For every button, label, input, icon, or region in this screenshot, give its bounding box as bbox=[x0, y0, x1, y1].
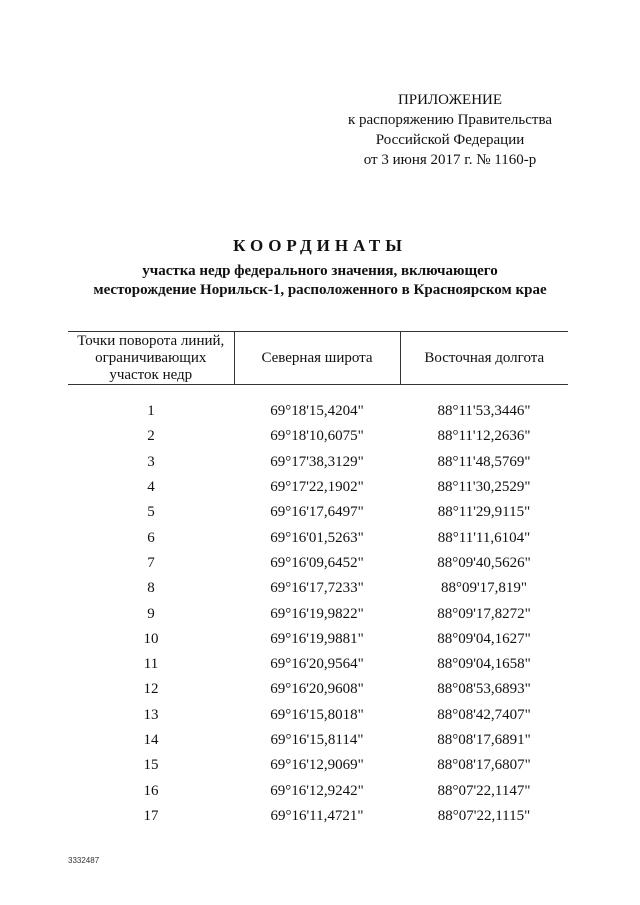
appendix-order-line: к распоряжению Правительства bbox=[347, 112, 552, 128]
point-number-cell: 9 bbox=[147, 605, 155, 622]
table-header-row bbox=[68, 332, 568, 385]
latitude-cell: 69°18'10,6075" bbox=[270, 428, 364, 445]
table-row bbox=[68, 677, 568, 702]
longitude-cell: 88°08'17,6807" bbox=[437, 757, 531, 774]
table-row bbox=[68, 500, 568, 525]
longitude-cell: 88°09'40,5626" bbox=[437, 554, 531, 571]
subtitle-line-1: участка недр федерального значения, включающего bbox=[142, 263, 498, 279]
point-number-cell: 13 bbox=[143, 706, 159, 723]
latitude-cell: 69°16'15,8018" bbox=[270, 706, 364, 723]
longitude-cell: 88°11'48,5769" bbox=[437, 453, 531, 470]
point-number-cell: 15 bbox=[143, 757, 159, 774]
header-points-line-2: ограничивающих bbox=[95, 349, 207, 366]
longitude-cell: 88°09'17,819" bbox=[440, 580, 528, 597]
point-number-cell: 8 bbox=[147, 580, 155, 597]
longitude-cell: 88°09'17,8272" bbox=[437, 605, 531, 622]
latitude-cell: 69°17'22,1902" bbox=[270, 479, 364, 496]
table-row bbox=[68, 804, 568, 829]
header-longitude: Восточная долгота bbox=[400, 332, 568, 385]
table-row bbox=[68, 627, 568, 652]
table-row bbox=[68, 703, 568, 728]
latitude-cell: 69°16'19,9822" bbox=[270, 605, 364, 622]
longitude-cell: 88°09'04,1627" bbox=[437, 630, 531, 647]
header-points-line-3: участок недр bbox=[109, 366, 193, 383]
latitude-cell: 69°16'17,7233" bbox=[270, 580, 364, 597]
appendix-government-line: Российской Федерации bbox=[375, 132, 525, 148]
point-number-cell: 4 bbox=[147, 479, 155, 496]
point-number-cell: 3 bbox=[147, 453, 155, 470]
point-number-cell: 12 bbox=[143, 681, 159, 698]
longitude-cell: 88°08'53,6893" bbox=[437, 681, 531, 698]
header-latitude: Северная широта bbox=[234, 332, 400, 385]
point-number-cell: 7 bbox=[147, 554, 155, 571]
latitude-cell: 69°16'19,9881" bbox=[270, 630, 364, 647]
table-row bbox=[68, 551, 568, 576]
table-row bbox=[68, 424, 568, 449]
longitude-cell: 88°09'04,1658" bbox=[437, 656, 531, 673]
table-spacer bbox=[68, 385, 568, 400]
table-row bbox=[68, 450, 568, 475]
longitude-cell: 88°11'29,9115" bbox=[437, 504, 531, 521]
point-number-cell: 1 bbox=[147, 403, 155, 420]
document-subtitle bbox=[0, 262, 640, 300]
latitude-cell: 69°16'12,9069" bbox=[270, 757, 364, 774]
point-number-cell: 2 bbox=[147, 428, 155, 445]
latitude-cell: 69°16'11,4721" bbox=[270, 807, 364, 824]
latitude-cell: 69°16'15,8114" bbox=[270, 732, 364, 748]
point-number-cell: 5 bbox=[147, 504, 155, 521]
longitude-cell: 88°11'53,3446" bbox=[437, 403, 531, 420]
longitude-cell: 88°11'12,2636" bbox=[437, 428, 531, 445]
longitude-cell: 88°07'22,1115" bbox=[437, 807, 531, 824]
latitude-cell: 69°16'09,6452" bbox=[270, 554, 364, 571]
header-points bbox=[68, 332, 234, 385]
latitude-cell: 69°16'01,5263" bbox=[270, 529, 364, 546]
latitude-cell: 69°16'12,9242" bbox=[270, 782, 364, 799]
point-number-cell: 16 bbox=[143, 782, 159, 799]
document-title: КООРДИНАТЫ bbox=[233, 236, 407, 255]
longitude-cell: 88°08'42,7407" bbox=[437, 706, 531, 723]
point-number-cell: 11 bbox=[143, 656, 159, 673]
appendix-date-number: от 3 июня 2017 г. № 1160-р bbox=[363, 152, 537, 168]
appendix-title: ПРИЛОЖЕНИЕ bbox=[397, 92, 503, 108]
latitude-cell: 69°16'20,9608" bbox=[270, 681, 364, 698]
header-points-line-1: Точки поворота линий, bbox=[77, 332, 225, 349]
longitude-cell: 88°11'11,6104" bbox=[437, 529, 531, 546]
longitude-cell: 88°08'17,6891" bbox=[437, 732, 531, 748]
latitude-cell: 69°16'17,6497" bbox=[270, 504, 364, 521]
latitude-cell: 69°17'38,3129" bbox=[270, 453, 364, 470]
table-row bbox=[68, 652, 568, 677]
subtitle-line-2: месторождение Норильск-1, расположенного в Красноярском крае bbox=[93, 282, 547, 298]
latitude-cell: 69°16'20,9564" bbox=[270, 656, 364, 673]
point-number-cell: 14 bbox=[143, 732, 159, 748]
table-row bbox=[68, 475, 568, 500]
table-row bbox=[68, 601, 568, 626]
table-row bbox=[68, 778, 568, 803]
table-row bbox=[68, 728, 568, 753]
table-row bbox=[68, 576, 568, 601]
coordinates-table bbox=[68, 331, 568, 829]
longitude-cell: 88°11'30,2529" bbox=[437, 479, 531, 496]
table-row bbox=[68, 753, 568, 778]
table-row bbox=[68, 399, 568, 424]
point-number-cell: 10 bbox=[143, 630, 159, 647]
table-row bbox=[68, 525, 568, 550]
point-number-cell: 17 bbox=[143, 807, 159, 824]
latitude-cell: 69°18'15,4204" bbox=[270, 403, 364, 420]
point-number-cell: 6 bbox=[147, 529, 155, 546]
appendix-header bbox=[330, 90, 570, 170]
document-code: 3332487 bbox=[68, 856, 100, 865]
longitude-cell: 88°07'22,1147" bbox=[437, 782, 531, 799]
